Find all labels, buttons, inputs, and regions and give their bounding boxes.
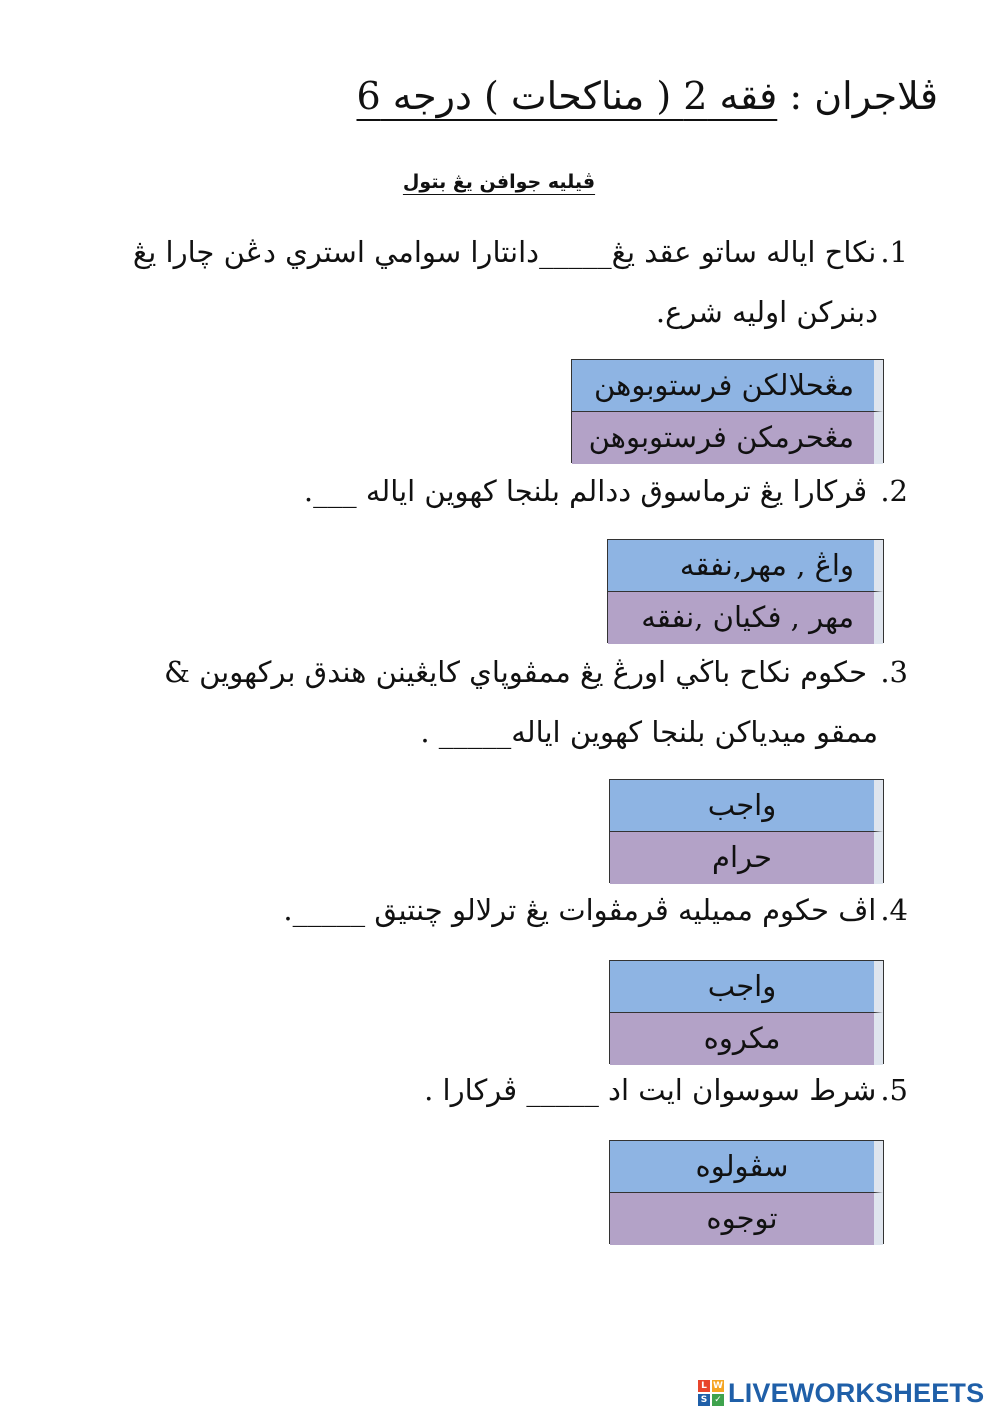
question-text-line-2: دبنرکن اوليه شرع. bbox=[655, 295, 878, 329]
worksheet-title bbox=[356, 66, 938, 126]
question-text: ڤركارا يڠ ترماسوق ددالم بلنجا كهوين اياله ___. bbox=[303, 474, 877, 508]
option-q5-a[interactable]: سڤولوه bbox=[610, 1141, 883, 1193]
options-q3 bbox=[609, 779, 884, 883]
question-2 bbox=[304, 461, 908, 521]
option-q1-a[interactable]: مڠحلالكن فرستوبوهن bbox=[572, 360, 883, 412]
question-number: 2. bbox=[880, 474, 908, 508]
question-number: 1. bbox=[880, 235, 908, 269]
logo-letter: W bbox=[713, 1381, 723, 1391]
option-q2-a[interactable]: واڠ , مهر,نفقه bbox=[608, 540, 883, 592]
instruction-subtitle: ڤيليه جوافن يڠ بتول bbox=[402, 171, 596, 193]
question-text: شرط سوسوان ايت اد _____ ڤركارا . bbox=[424, 1073, 877, 1107]
options-q5 bbox=[609, 1140, 884, 1244]
liveworksheets-logo[interactable] bbox=[698, 1376, 984, 1410]
question-1 bbox=[133, 222, 908, 342]
title-underlined: فقه 2 ( مناكحات ) درجه 6 bbox=[356, 74, 778, 118]
logo-letter: S bbox=[698, 1394, 710, 1406]
logo-check: ✓ bbox=[712, 1394, 724, 1406]
question-text: حكوم نكاح باڬي اورڠ يڠ ممڤوڽاي كايڠينن هندق بركهوين & bbox=[164, 655, 877, 689]
question-3 bbox=[164, 642, 908, 762]
options-q1 bbox=[571, 359, 884, 463]
liveworksheets-wordmark: LIVEWORKSHEETS bbox=[728, 1377, 985, 1408]
question-text: اڤ حكوم مميليه ڤرمڤوات يڠ ترلالو چنتيق _____. bbox=[283, 893, 877, 927]
liveworksheets-logo-icon bbox=[698, 1380, 724, 1406]
options-q2 bbox=[607, 539, 884, 643]
title-prefix: ڤلاجران : bbox=[777, 74, 938, 118]
option-q3-b[interactable]: حرام bbox=[610, 832, 883, 884]
question-5 bbox=[424, 1060, 908, 1120]
option-q5-b[interactable]: توجوه bbox=[610, 1193, 883, 1245]
question-text: نكاح اياله ساتو عقد يڠ_____دانتارا سوامي استري دڠن چارا يڠ bbox=[132, 235, 877, 269]
question-number: 5. bbox=[880, 1073, 908, 1107]
option-q2-b[interactable]: مهر , فكيان ,نفقه bbox=[608, 592, 883, 644]
question-text-line-2: ممقو ميدياكن بلنجا كهوين اياله_____ . bbox=[420, 715, 878, 749]
options-q4 bbox=[609, 960, 884, 1064]
question-number: 4. bbox=[880, 893, 908, 927]
option-q4-b[interactable]: مكروه bbox=[610, 1013, 883, 1065]
logo-letter: L bbox=[698, 1380, 710, 1392]
question-4 bbox=[283, 880, 908, 940]
option-q3-a[interactable]: واجب bbox=[610, 780, 883, 832]
question-number: 3. bbox=[880, 655, 908, 689]
option-q1-b[interactable]: مڠحرمكن فرستوبوهن bbox=[572, 412, 883, 464]
option-q4-a[interactable]: واجب bbox=[610, 961, 883, 1013]
